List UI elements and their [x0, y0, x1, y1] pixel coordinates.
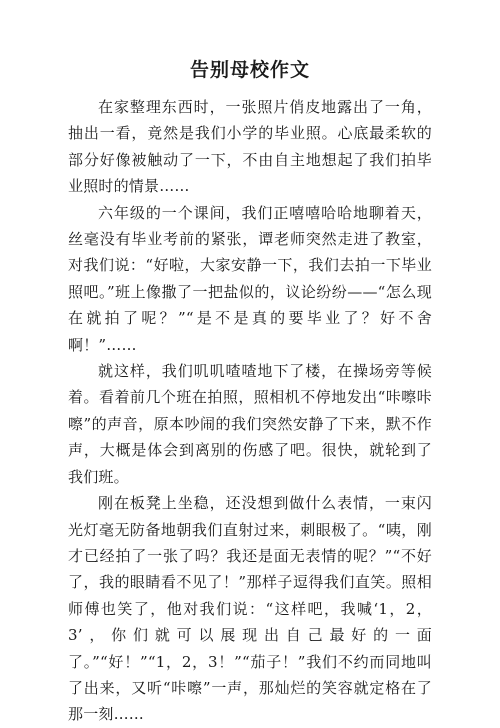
paragraph-4: 刚在板凳上坐稳，还没想到做什么表情，一束闪光灯毫无防备地朝我们直射过来，刺眼极了。“咦，刚才已经拍了一张了吗？我还是面无表情的呢？”“不好了，我的眼睛看不见了！”那样子逗得我们直笑。照相师傅也笑了，他对我们说：“这样吧，我喊‘1，2，3’，你们就可以展现出自己最好的一面了。”“好！”“1，2，3！”“茄子！”我们不约而同地叫了出来，又听“咔嚓”一声，那灿烂的笑容就定格在了那一刻…… — [68, 494, 432, 724]
paragraph-2: 六年级的一个课间，我们正嘻嘻哈哈地聊着天，丝毫没有毕业考前的紧张，谭老师突然走进了教室，对我们说：“好啦，大家安静一下，我们去拍一下毕业照吧。”班上像撒了一把盐似的，议论纷纷——“怎么现在就拍了呢？”“是不是真的要毕业了？好不舍啊！”…… — [68, 203, 432, 354]
paragraph-3: 就这样，我们叽叽喳喳地下了楼，在操场旁等候着。看着前几个班在拍照，照相机不停地发出“咔嚓咔嚓”的声音，原本吵闹的我们突然安静了下来，默不作声，大概是体会到离别的伤感了吧。很快，就轮到了我们班。 — [68, 362, 432, 486]
document-title: 告别母校作文 — [189, 59, 310, 81]
paragraph-1: 在家整理东西时，一张照片俏皮地露出了一角，抽出一看，竟然是我们小学的毕业照。心底最柔软的部分好像被触动了一下，不由自主地想起了我们拍毕业照时的情景…… — [68, 98, 432, 196]
